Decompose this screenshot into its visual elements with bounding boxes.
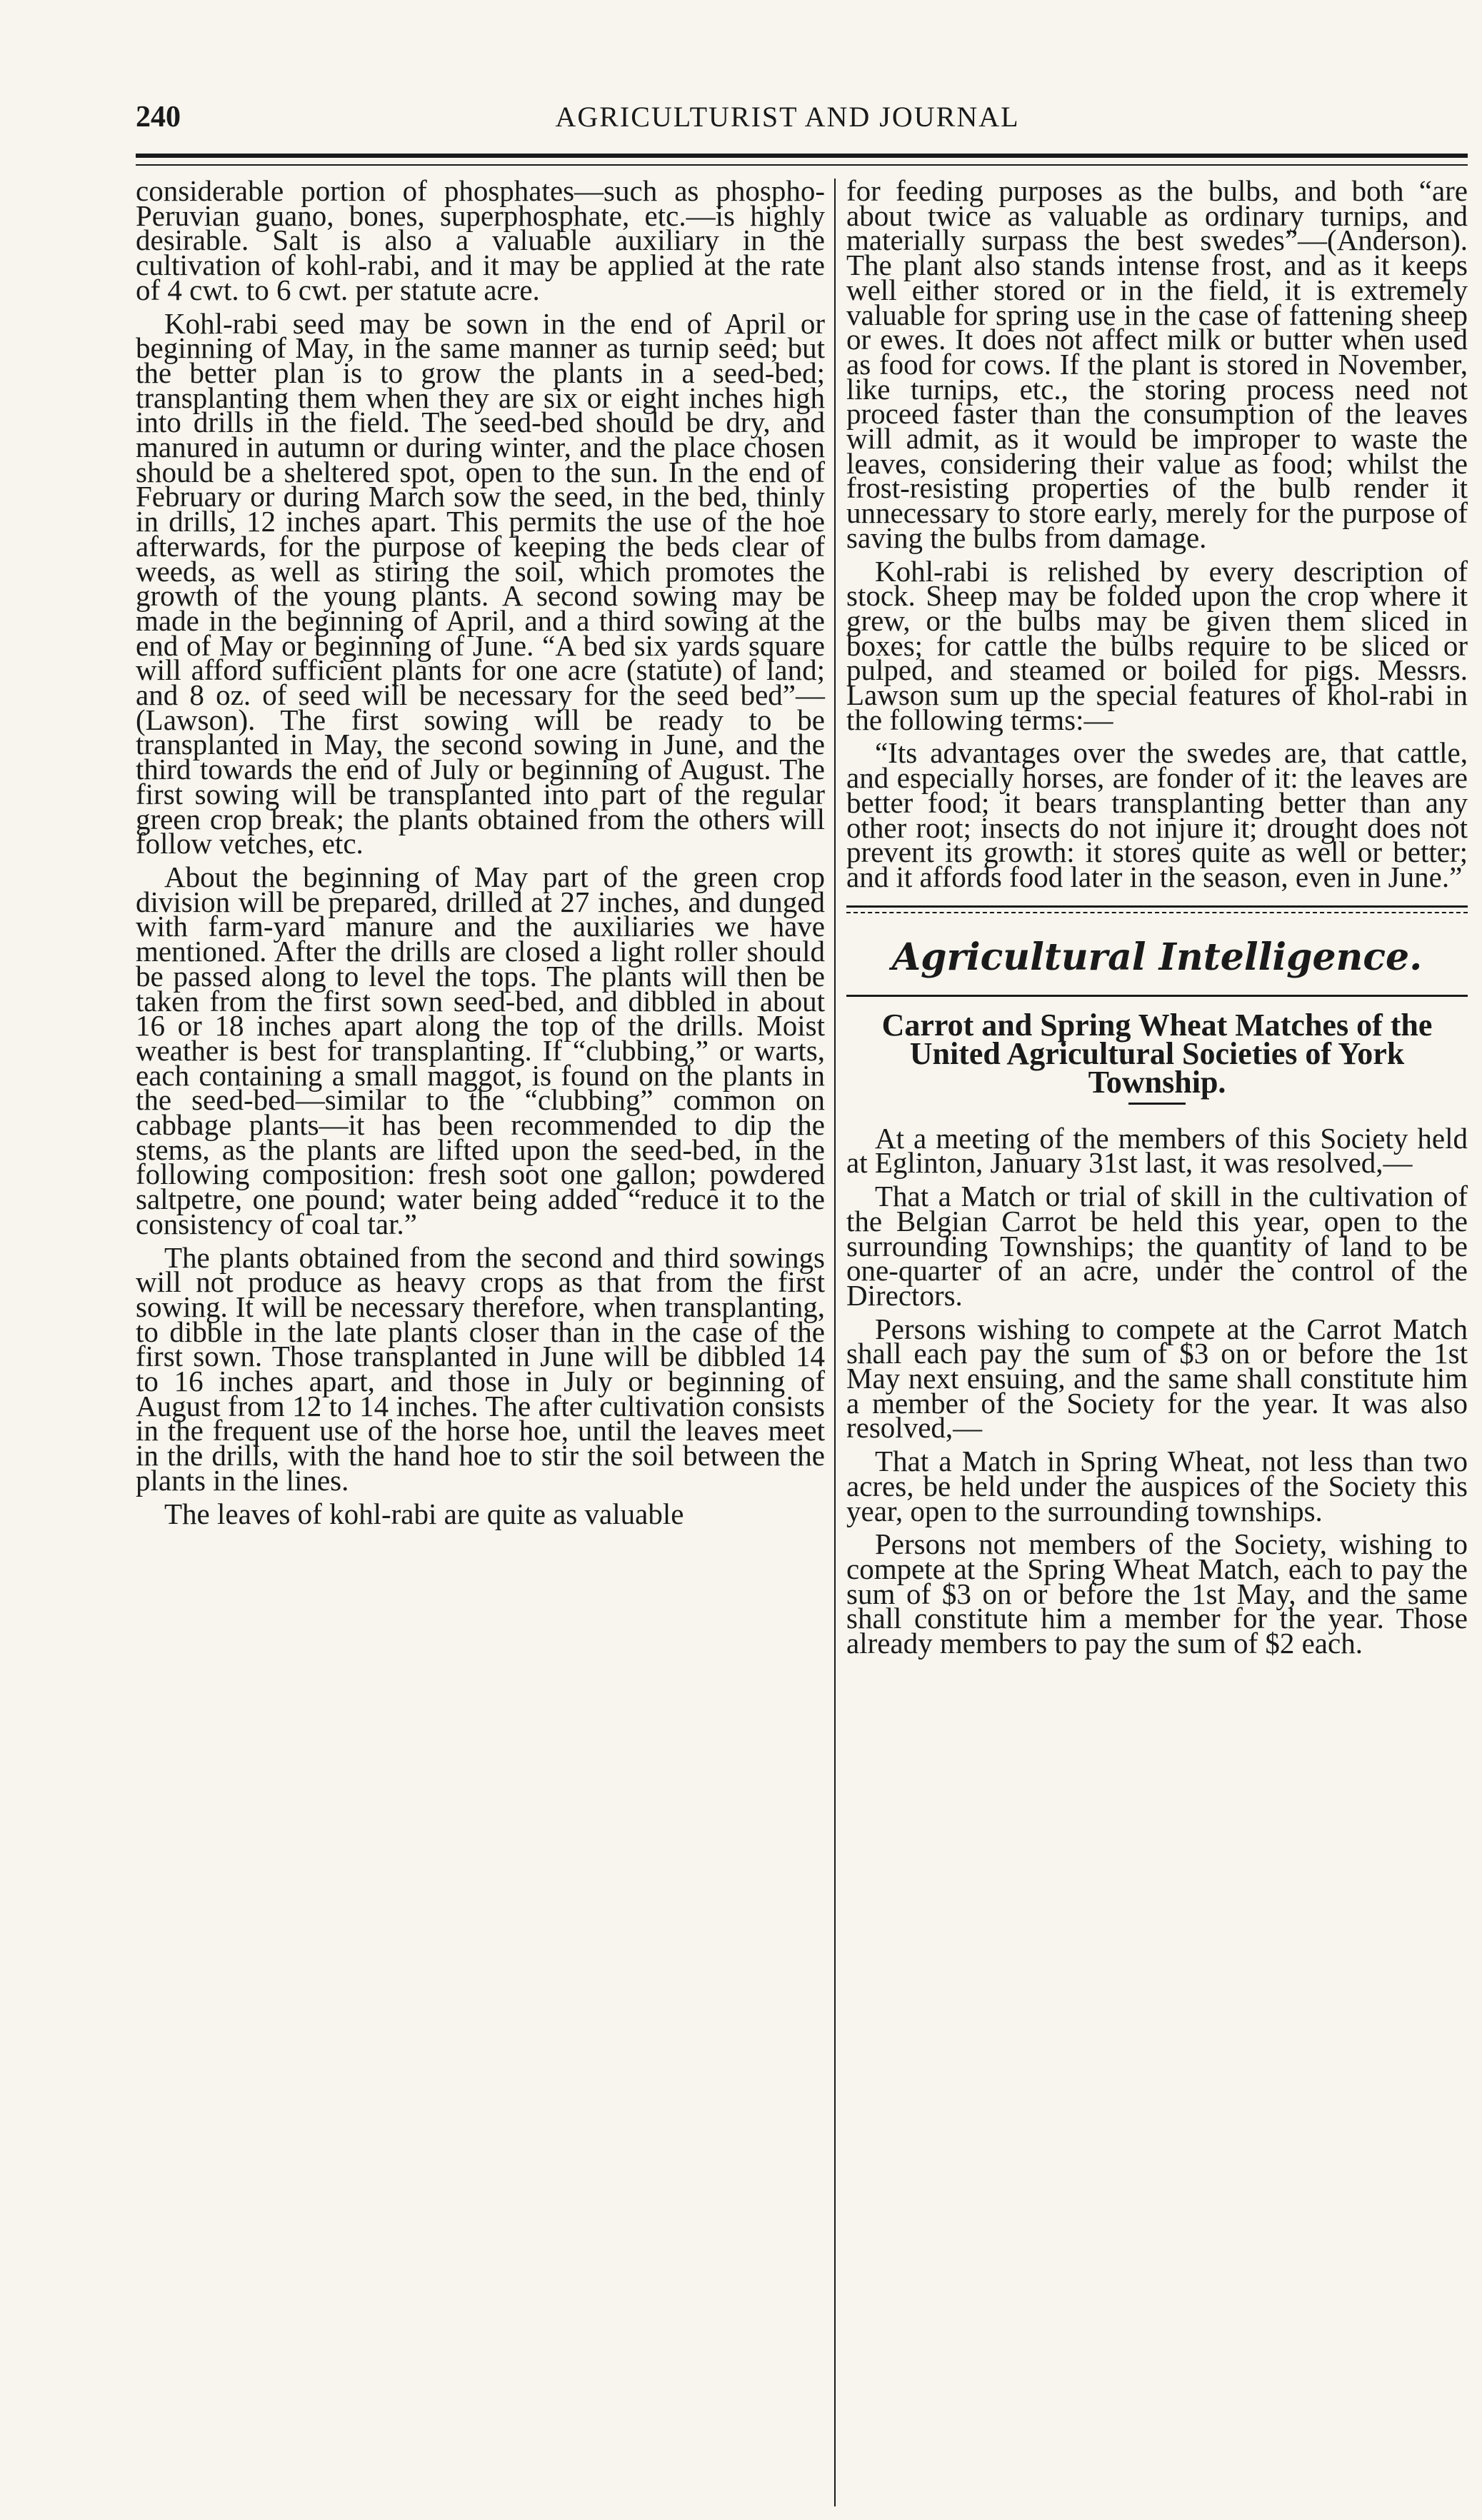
running-head [136, 100, 1439, 143]
section-heading: Agricultural Intelligence. [891, 935, 1423, 979]
header-rule-thick [136, 154, 1468, 158]
article-paragraph-4: That a Match in Spring Wheat, not less than two acres, be held under the auspices of the Society this year, open to the surrounding townships. [846, 1445, 1468, 1527]
right-column [846, 174, 1468, 1665]
header-rule-thin [136, 164, 1468, 166]
article-paragraph-5: Persons not members of the Society, wishing to compete at the Spring Wheat Match, each to pay the sum of $3 on or before the 1st May, and the same shall constitute him a member for the year. Those already members to pay the sum of $2 each. [846, 1527, 1468, 1660]
left-paragraph-4: The plants obtained from the second and third sowings will not produce as heavy crops as that from the first sowing. It will be necessary therefore, when transplanting, to dibble in the late plants closer than in the case of the first sown. Those transplanted in June will be dibbled 14 to 16 inches apart, and those in July or beginning of August from 12 to 14 inches. The after cultivation consists in the frequent use of the horse hoe, until the leaves meet in the drills, with the hand hoe to stir the soil between the plants in the lines. [136, 1240, 825, 1497]
right-paragraph-1: for feeding purposes as the bulbs, and both “are about twice as valuable as ordinary turnips, and materially surpass the best swedes”—(Anderson). The plant also stands intense frost, and as it keeps well either stored or in the field, it is extremely valuable for spring use in the case of fattening sheep or ewes. It does not affect milk or butter when used as food for cows. If the plant is stored in November, like turnips, etc., the storing process need not proceed faster than the consumption of the leaves will admit, as it would be improper to waste the leaves, considering their value as food; whilst the frost-resisting properties of the bulb render it unnecessary to store early, merely for the purpose of saving the bulbs from damage. [846, 174, 1468, 554]
article-paragraph-3: Persons wishing to compete at the Carrot Match shall each pay the sum of $3 on or before the 1st May next ensuing, and the same shall constitute him a member of the Society for the year. It was also resolved,— [846, 1312, 1468, 1445]
left-paragraph-1: considerable portion of phosphates—such as phospho-Peruvian guano, bones, superphosphate, etc.—is highly desirable. Salt is also a valuable auxiliary in the cultivation of kohl-rabi, and it may be applied at the rate of 4 cwt. to 6 cwt. per statute acre. [136, 174, 825, 306]
left-paragraph-2: Kohl-rabi seed may be sown in the end of April or beginning of May, in the same manner as turnip seed; but the better plan is to grow the plants in a seed-bed; transplanting them when they are six or eight inches high into drills in the field. The seed-bed should be dry, and manured in autumn or during winter, and the place chosen should be a sheltered spot, open to the sun. In the end of February or during March sow the seed, in the bed, thinly in drills, 12 inches apart. This permits the use of the hoe afterwards, for the purpose of keeping the beds clear of weeds, as well as stiring the soil, which promotes the growth of the young plants. A second sowing may be made in the beginning of April, and a third sowing at the end of May or beginning of June. “A bed six yards square will afford sufficient plants for one acre (statute) of land; and 8 oz. of seed will be necessary for the seed bed”—(Lawson). The first sowing will be ready to be transplanted in May, the second sowing in June, and the third towards the end of July or beginning of August. The first sowing will be transplanted into part of the regular green crop break; the plants obtained from the others will follow vetches, etc. [136, 306, 825, 860]
right-paragraph-2: Kohl-rabi is relished by every description of stock. Sheep may be folded upon the crop where it grew, or the bulbs may be given them sliced in boxes; for cattle the bulbs require to be sliced or pulped, and steamed or boiled for pigs. Messrs. Lawson sum up the special features of khol-rabi in the following terms:— [846, 554, 1468, 736]
left-paragraph-5: The leaves of kohl-rabi are quite as valuable [164, 1497, 684, 1530]
page-number: 240 [136, 101, 181, 134]
article-heading-rule [1128, 1103, 1186, 1105]
journal-title: AGRICULTURIST AND JOURNAL [555, 101, 1020, 133]
column-divider [834, 179, 836, 2506]
section-separator-dashed [846, 912, 1468, 913]
heading-rule [846, 995, 1468, 997]
section-separator-rule [846, 905, 1468, 908]
article-heading: Carrot and Spring Wheat Matches of the United Agricultural Societies of York Township. [881, 1007, 1433, 1100]
article-paragraph-1: At a meeting of the members of this Society held at Eglinton, January 31st last, it was resolved,— [846, 1121, 1468, 1180]
left-column [136, 174, 825, 1535]
left-paragraph-3: About the beginning of May part of the green crop division will be prepared, drilled at 27 inches, and dunged with farm-yard manure and the auxiliaries we have mentioned. After the drills are closed a light roller should be passed along to level the tops. The plants will then be taken from the first sown seed-bed, and dibbled in about 16 or 18 inches apart along the top of the drills. Moist weather is best for transplanting. If “clubbing,” or warts, each containing a small maggot, is found on the plants in the seed-bed—similar to the “clubbing” common on cabbage plants—it has been recommended to dip the stems, as the plants are lifted upon the seed-bed, in the following composition: fresh soot one gallon; powdered saltpetre, one pound; water being added “reduce it to the consistency of coal tar.” [136, 860, 825, 1240]
article-paragraph-2: That a Match or trial of skill in the cultivation of the Belgian Carrot be held this year, open to the surrounding Townships; the quantity of land to be one-quarter of an acre, under the control of the Directors. [846, 1180, 1468, 1312]
right-paragraph-3: “Its advantages over the swedes are, that cattle, and especially horses, are fonder of it: the leaves are better food; it bears transplanting better than any other root; insects do not injure it; drought does not prevent its growth: it stores quite as well or better; and it affords food later in the season, even in June.” [846, 736, 1468, 893]
